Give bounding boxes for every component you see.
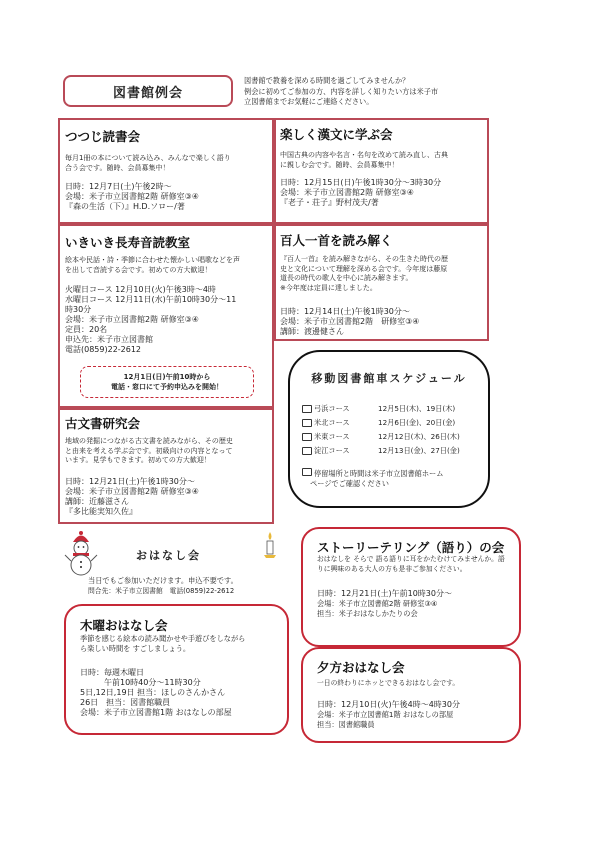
event-time: 午前10時40分～11時30分 xyxy=(104,678,201,687)
desc-line: います。見学もできます。初めての方大歓迎！ xyxy=(65,456,211,464)
event-date: 日時：12月7日(土)午後2時～ xyxy=(65,182,172,191)
desc-line: と由来を考える学ぶ会です。初級向けの内容となって xyxy=(65,446,233,455)
section-desc xyxy=(317,554,505,574)
event-capacity: 定員：20名 xyxy=(65,325,108,334)
desc-line: おはなしを そらで 語る語りに耳をかたむけてみませんか。語 xyxy=(317,555,505,563)
section-title: ストーリーテリング（語り）の会 xyxy=(317,540,505,555)
desc-line: 『百人一首』を読み解きながら、その生きた時代の歴 xyxy=(280,255,448,263)
course-name: 弓浜コース xyxy=(314,404,350,413)
course-row xyxy=(302,418,460,428)
desc-line: を出して音読する会です。初めての方大歓迎！ xyxy=(65,265,212,274)
mokuyou-box xyxy=(64,604,289,735)
apply-tel: 電話(0859)22-2612 xyxy=(65,345,142,354)
event-staff: 担当：図書館職員 xyxy=(317,720,375,729)
tsutsuji-box xyxy=(58,118,274,224)
intro-line: 図書館で教養を深める時間を過ごしてみませんか？ xyxy=(244,76,410,85)
event-staff: 担当：米子おはなしかたりの会 xyxy=(317,609,418,618)
desc-line: 史と文化について理解を深める会です。今年度は藤原 xyxy=(280,264,448,273)
event-date: 日時：毎週木曜日 xyxy=(80,668,144,677)
section-title: つつじ読書会 xyxy=(65,129,141,144)
apply-to: 申込先：米子市立図書館 xyxy=(65,335,153,344)
course-name: 米北コース xyxy=(314,418,350,427)
desc-line: 中国古典の内容や名言・名句を改めて読み直し、古典 xyxy=(280,151,448,159)
snowman-icon xyxy=(64,531,98,577)
event-book: 『多比能実知久佐』 xyxy=(65,507,137,516)
course-name: 淀江コース xyxy=(314,446,350,455)
course-dates: 12月5日(木)、19日(木) xyxy=(378,404,456,413)
mobile-title: 移動図書館車スケジュール xyxy=(311,372,467,385)
event-lecturer: 講師：近藤滋さん xyxy=(65,497,129,506)
event-venue: 会場：米子市立図書館2階 研修室③④ xyxy=(317,599,438,608)
desc-line: に親しむ会です。随時、会員募集中！ xyxy=(280,160,399,169)
page-title: 図書館例会 xyxy=(112,85,183,101)
course-wednesday-cont: 時30分 xyxy=(65,305,92,314)
desc-line: 合う会です。随時、会員募集中！ xyxy=(65,163,170,172)
kanbun-box xyxy=(274,118,489,224)
course-dates: 12月12日(木)、26日(木) xyxy=(378,432,460,441)
yugata-box xyxy=(301,647,521,743)
desc-line: ら楽しい時間を すごしましょう。 xyxy=(80,644,191,653)
event-staff: 5日,12日,19日 担当：ほしのさんかさん xyxy=(80,688,226,697)
course-row xyxy=(302,432,460,442)
ohanashi-title: おはなし会 xyxy=(136,549,201,562)
section-title: 木曜おはなし会 xyxy=(80,618,168,633)
desc-line: 季節を感じる絵本の読み聞かせや手遊びをしながら xyxy=(80,634,246,643)
section-desc xyxy=(65,437,233,466)
bus-icon xyxy=(302,447,312,455)
header-title-box xyxy=(63,75,233,107)
mobile-note xyxy=(302,468,443,479)
event-date: 日時：12月21日(土)午前10時30分～ xyxy=(317,589,452,598)
desc-line: 地域の発掘につながる古文書を読みながら、その歴史 xyxy=(65,437,233,445)
desc-line: ※今年度は定員に達しました。 xyxy=(280,283,377,292)
desc-line: りに興味のある大人の方も是非ご参加ください。 xyxy=(317,565,467,573)
ohanashi-note: 当日でもご参加いただけます。申込不要です。 xyxy=(88,576,238,585)
desc-line: 道長の時代の歌人を中心に読み解きます。 xyxy=(280,274,413,282)
notice-line: 電話・窓口にて予約申込みを開始！ xyxy=(111,383,223,391)
section-desc xyxy=(65,154,231,173)
event-date: 日時：12月14日(土)午後1時30分～ xyxy=(280,307,410,316)
event-venue: 会場：米子市立図書館2階 研修室③④ xyxy=(280,188,414,197)
event-date: 日時：12月15日(日)午後1時30分～3時30分 xyxy=(280,178,442,187)
ohanashi-contact: 問合先：米子市立図書館 電話(0859)22-2612 xyxy=(88,587,235,595)
note-line: 停留場所と時間は米子市立図書館ホーム xyxy=(314,469,444,478)
candle-icon xyxy=(262,531,278,559)
course-list xyxy=(302,404,460,460)
section-title: 楽しく漢文に学ぶ会 xyxy=(280,127,393,142)
section-desc xyxy=(280,255,448,293)
section-desc xyxy=(280,151,448,170)
story-box xyxy=(301,527,521,647)
desc-line: 絵本や民話・詩・季節に合わせた懐かしい唱歌などを声 xyxy=(65,256,240,264)
course-dates: 12月13日(金)、27日(金) xyxy=(378,446,460,455)
event-staff: 26日 担当：図書館職員 xyxy=(80,698,171,707)
bus-icon xyxy=(302,419,312,427)
bus-icon xyxy=(302,405,312,413)
section-desc xyxy=(80,634,245,654)
ikiiki-box xyxy=(58,224,274,408)
course-name: 米東コース xyxy=(314,432,350,441)
course-row xyxy=(302,404,460,414)
section-title: 百人一首を読み解く xyxy=(280,233,393,248)
section-desc: 一日の終わりにホッとできるおはなし会です。 xyxy=(317,679,460,687)
course-dates: 12月6日(金)、20日(金) xyxy=(378,418,456,427)
event-venue: 会場：米子市立図書館2階 研修室③④ xyxy=(65,487,199,496)
komonjo-box xyxy=(58,408,274,524)
event-venue: 会場：米子市立図書館1階 おはなしの部屋 xyxy=(317,710,454,719)
hyakunin-box xyxy=(274,224,489,341)
desc-line: 毎月1冊の本について読み込み、みんなで楽しく語り xyxy=(65,154,231,162)
course-tuesday: 火曜日コース 12月10日(火)午後3時～4時 xyxy=(65,285,216,294)
section-desc xyxy=(65,256,240,275)
header-intro xyxy=(244,76,554,108)
event-date: 日時：12月10日(火)午後4時～4時30分 xyxy=(317,700,460,709)
section-title: 古文書研究会 xyxy=(65,416,141,431)
section-title: いきいき長寿音読教室 xyxy=(65,235,191,250)
course-row xyxy=(302,446,460,456)
mobile-library-box xyxy=(288,350,490,508)
event-venue: 会場：米子市立図書館2階 研修室③④ xyxy=(65,315,199,324)
bus-icon xyxy=(302,468,312,476)
section-title: 夕方おはなし会 xyxy=(317,660,405,675)
event-venue: 会場：米子市立図書館1階 おはなしの部屋 xyxy=(80,708,232,717)
event-lecturer: 講師：渡邊健さん xyxy=(280,327,344,336)
event-book: 『森の生活（下）』H.D.ソロー/著 xyxy=(65,202,185,211)
event-book: 『老子・荘子』野村茂夫/著 xyxy=(280,198,379,207)
event-venue: 会場：米子市立図書館2階 研修室③④ xyxy=(65,192,199,201)
notice-line: 12月1日(日)午前10時から xyxy=(123,373,211,381)
intro-line: 例会に初めてご参加の方、内容を詳しく知りたい方は米子市 xyxy=(244,86,439,96)
course-wednesday: 水曜日コース 12月11日(水)午前10時30分～11 xyxy=(65,295,237,304)
event-date: 日時：12月21日(土)午後1時30分～ xyxy=(65,477,195,486)
event-venue: 会場：米子市立図書館2階 研修室③④ xyxy=(280,317,420,326)
intro-line: 立図書館までお気軽にご連絡ください。 xyxy=(244,97,374,106)
mobile-note: ページでご確認ください xyxy=(310,479,389,488)
bus-icon xyxy=(302,433,312,441)
reservation-notice xyxy=(80,366,254,398)
